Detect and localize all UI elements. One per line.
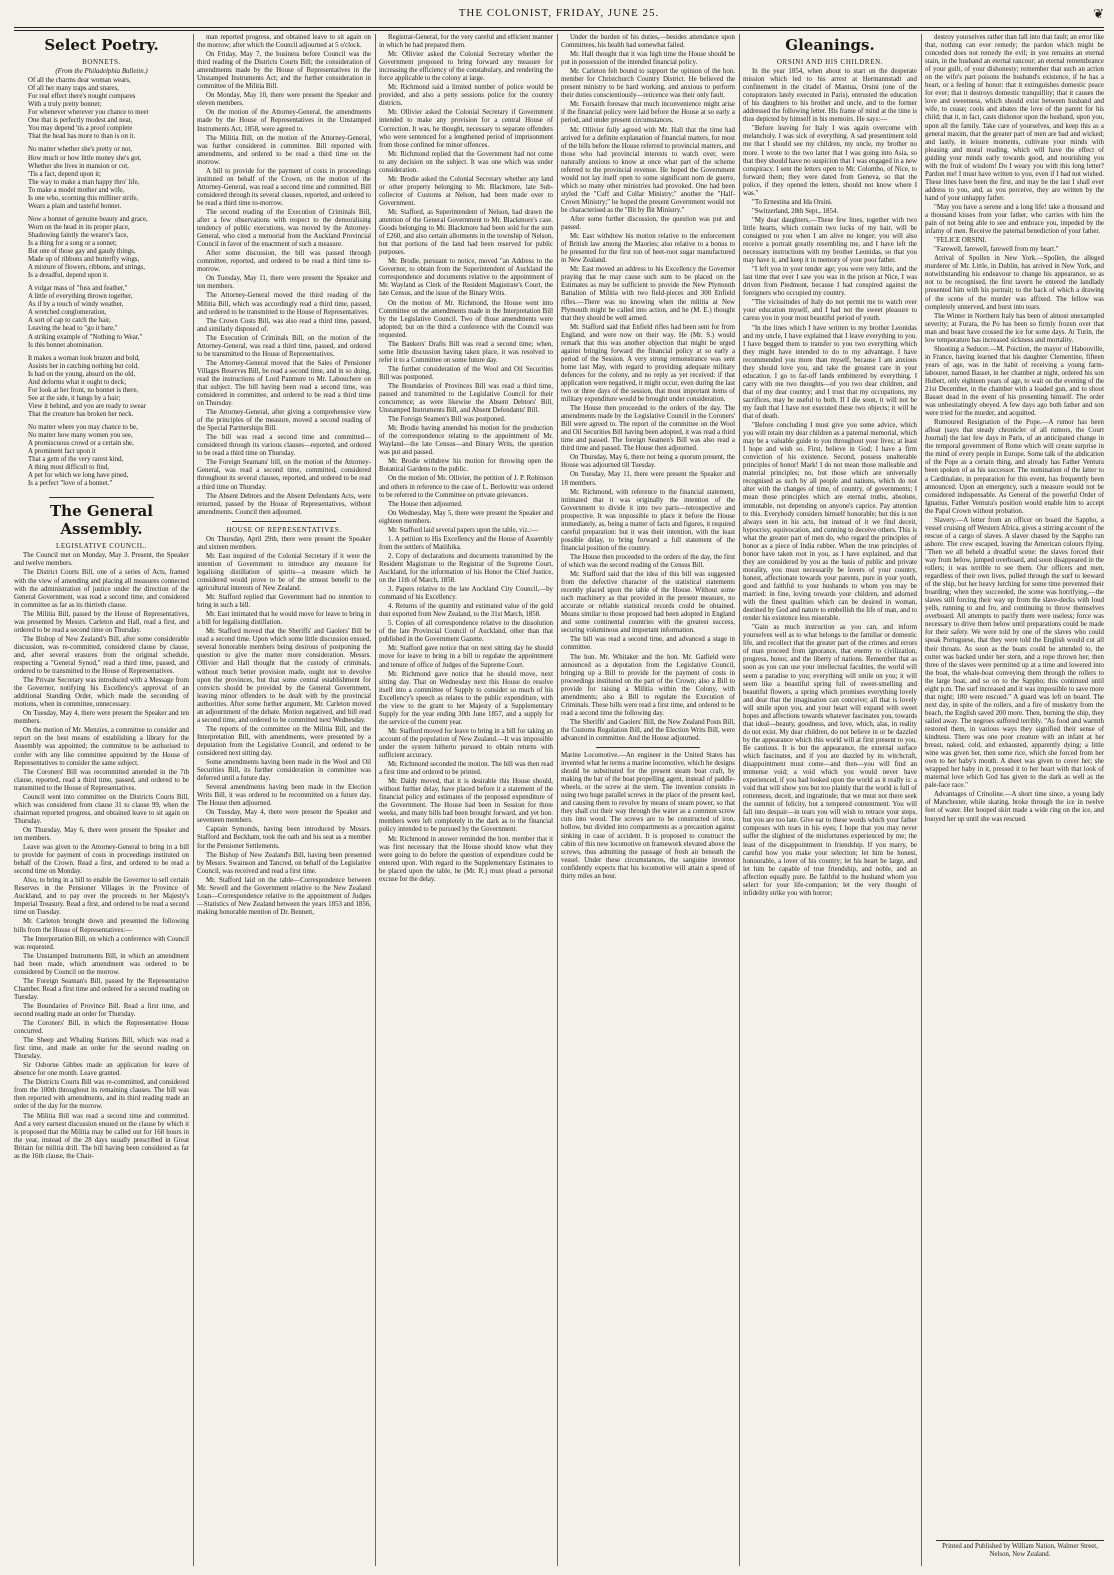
article-paragraph: The House then proceeded to the orders of the day, the first of which was the second reading of the Census Bill. (561, 553, 735, 569)
poem-line: It makes a woman look brazen and bold, (28, 354, 140, 362)
article-paragraph: The further consideration of the Wool and Oil Securities Bill was postponed. (379, 365, 553, 381)
article-paragraph: "To Ernestina and Ida Orsini. (752, 198, 833, 206)
poem-line: A thing most difficult to find, (28, 464, 110, 472)
masthead-ornament-icon: ❦ (1093, 6, 1104, 21)
article-paragraph: Mr. Stafford replied that Government had no intention to bring in such a bill. (197, 594, 371, 610)
article-paragraph: Rumoured Resignation of the Pope.—A rumor has been afloat (says that steady chronicler of all rumors, the Court Journal) the last few days in Paris, of an anticipated change in the temporal government of Rome which will create surprise in the mind of every people in Europe. Some talk of the abdication of the Pope as a certain thing, and already has Father Ventura been spoken of as his successor. The nomination of the latter to a Cardinalate, in preparation for this event, has frequently been announced. Upon an emergency, such a measure would not be considered indispensable. As General of the powerful Order of Ignatius, Father Ventura's position would enable him to accept the Papal Crown without probation. (925, 419, 1104, 515)
article-paragraph: After some further discussion, the question was put and passed. (561, 216, 735, 232)
article-paragraph: On Tuesday, May 4, there were present the Speaker and seventeen members. (197, 809, 371, 825)
poem-line: And deforms what it ought to deck; (28, 378, 126, 386)
article-paragraph: Mr. Stafford moved that the Sheriffs' and Gaolers' Bill be read a second time. Upon which some little discussion ensued, several honorable members being desirous of postponing the question to give the matter more consideration. Messrs. Ollivier and Hall thought that the custody of criminals, without much better provision made, ought not to devolve upon the provinces, but that some central establishment for convicts should be provided by the General Government, leaving minor offenders to be dealt with by the provincial authorities. After some further argument, Mr. Carleton moved an adjournment of the debate. Motion negatived, and bill read a second time, and ordered to be committed next Wednesday. (197, 628, 371, 724)
article-paragraph: Mr. Carleton brought down and presented the following bills from the House of Representatives:— (14, 918, 189, 934)
article-paragraph: The bill was read a second time, and advanced a stage in committee. (561, 636, 735, 652)
masthead-rule-top (14, 27, 1104, 28)
poem-line: View it behind, and you are ready to swear (28, 402, 147, 410)
article-paragraph: Mr. East moved an address to his Excellency the Governor praying that he may cause such sum to be placed on the Estimates as may be sufficient to provide the New Plymouth Battalion of Militia with two field-pieces and 300 Enfield rifles.—There was no knowing when the militia at New Plymouth might be called into action, and he (M. E.) thought that they should be well armed. (561, 266, 735, 322)
article-paragraph: The Attorney-General, after giving a comprehensive view of the principles of the measure, moved a second reading of the Special Partnerships Bill. (197, 409, 371, 433)
poem-line: To make a model mother and wife, (28, 186, 125, 194)
article-paragraph: On Friday, May 7, the business before Council was the third reading of the Districts Courts Bill; the consideration of amendments made by the House of Representatives in the Unstamped Instruments Act; and the further consideration in committee of the Militia Bill. (197, 51, 371, 91)
poem-line: That a gem of the very rarest kind, (28, 456, 124, 464)
article-paragraph: The reports of the committee on the Militia Bill, and the Interpretation Bill, with amendments, were presented by a deputation from the Legislative Council, and ordered to be considered next sitting day. (197, 725, 371, 757)
article-paragraph: "The vicissitudes of Italy do not permit me to watch over your education myself, and I had not the sweet pleasure to caress you in your most beautiful period of youth. (743, 299, 917, 323)
article-paragraph: The Boundaries of Province Bill. Read a first time, and second reading made an order for Thursday. (14, 1002, 189, 1018)
poem-line: A little of everything thrown together, (28, 293, 133, 301)
article-paragraph: The Attorney-General moved that the Sales of Pensioner Villages Reserves Bill, be read a second time, and in so doing, read the instructions of Lord Panmure to Mr. Labouchere on that subject. The bill having been read a second time, was considered in committee, and ordered to be read a third time on Thursday. (197, 359, 371, 408)
article-paragraph: A bill to provide for the payment of costs in proceedings instituted on behalf of the Crown, on the motion of the Attorney-General, was read a second time and committed. Bill considered through its several clauses, reported, and ordered to be read a third time to-morrow. (197, 167, 371, 207)
column-2 (197, 34, 371, 1566)
section-divider (49, 497, 154, 498)
poem-line: Is a thing for a song or a sonnet; (28, 239, 117, 247)
poem-line: Made up of ribbons and butterfly wings, (28, 256, 140, 264)
section-heading-general-assembly: The General Assembly. (50, 502, 153, 539)
article-paragraph: Mr. Richmond gave notice that he should move, next sitting day. That on Wednesday next this House do resolve itself into a committee of Supply to consider so much of his Excellency's speech as relates to the public expenditure, with the view to the grant to her Majesty of a Supplementary Supply for the year ending 30th June 1857, and a supply for the service of the current year. (379, 670, 553, 726)
article-paragraph: Mr. Stafford said that Enfield rifles had been sent for from England, and were now on their way. He (Mr. S.) would remark that this was another objection that might be urged against bringing forward the financial policy at so early a period of the Session. A very strong remonstrance was sent home last May, with regard to providing adequate military defences for the colony, and no reply as yet received: if that application were negatived, it might occur, even during the last two or three days of the session, that most important items of military expenditure would be brought under consideration. (561, 323, 735, 404)
section-divider (596, 747, 700, 748)
article-paragraph: "Switzerland, 28th Sept., 1854. (752, 207, 839, 215)
article-paragraph: The Militia Bill, on the motion of the Attorney-General, was further considered in committee. Bill reported with amendments, and ordered to be read a third time on the morrow. (197, 134, 371, 166)
article-paragraph: man reported progress, and obtained leave to sit again on the morrow; after which the Council adjourned at 5 o'clock. (197, 34, 371, 50)
poem-line: No matter how many women you see, (28, 432, 133, 440)
poem-line: 'Tis a fact, depend upon it; (28, 170, 101, 178)
article-paragraph: The Coroners' Bill, in which the Representative House concurred. (14, 1020, 189, 1036)
article-paragraph: On Monday, May 10, there were present the Speaker and eleven members. (197, 92, 371, 108)
poem-line: With a truly pretty bonnet; (28, 101, 102, 109)
column-divider (557, 34, 558, 1566)
article-paragraph: Mr. East intimated that he would move for leave to bring in a bill for legalising distillation. (197, 611, 371, 627)
article-paragraph: The bill was read a second time and committed—considered through its various clauses—reported, and ordered to be read a third time on Thursday. (197, 434, 371, 458)
article-paragraph: Mr. Ollivier fully agreed with Mr. Hall that the time had arrived for a definite explanation of financial matters, for most of the bills before the House referred to provincial matters, and those who had provincial interests to watch over, were naturally anxious to know at once what part of the scheme referred to the provincial revenue. He hoped the Government would not lay itself open to some significant nom de guerre, which so many other ministries had provoked. One had been styled the "Cuff and Collar Ministry;" another the "Half-Crown Ministry;" he hoped the present Government would not be characterised as the "Bit by Bit Ministry." (561, 126, 735, 214)
article-paragraph: "FELICE ORSINI. (934, 237, 987, 245)
article-paragraph: On the motion of the Attorney-General, the amendments made by the House of Representatives in the Unstamped Instruments Act, 1858, were agreed to. (197, 109, 371, 133)
poem-line: Wears a plain and tasteful bonnet. (28, 202, 122, 210)
article-paragraph: On the motion of Mr. Ollivier, the petition of J. P. Robinson and others in reference to the case of L. Berlowitz was ordered to be referred to the Committee on private grievances. (379, 475, 553, 499)
article-paragraph: 3. Papers relative to the late Auckland City Council,—by command of his Excellency. (379, 586, 553, 602)
poem-line: As if by a touch of windy weather, (28, 301, 124, 309)
poem-line: One that is perfectly modest and neat, (28, 117, 133, 125)
article-paragraph: The House then adjourned. (388, 500, 463, 508)
poem-line: For look at her front, no bonnet is there, (28, 386, 139, 394)
article-paragraph: Captain Symonds, having been introduced by Messrs. Stafford and Beckham, took the oath and his seat as a member for the Pensioner Settlements. (197, 826, 371, 850)
article-paragraph: On the motion of Mr. Menzies, a committee to consider and report on the best means of establishing a library for the Assembly was appointed; the committee to be authorised to confer with any like committee appointed by the House of Representatives to consider the same subject. (14, 727, 189, 767)
article-paragraph: The Unstamped Instruments Bill, in which an amendment had been made, which amendment was ordered to be considered by Council on the morrow. (14, 952, 189, 976)
article-paragraph: Mr. Richmond seconded the motion. The bill was then read a first time and ordered to be printed. (379, 761, 553, 777)
article-paragraph: Mr. Stafford laid on the table—Correspondence between Mr. Sewell and the Government relative to the New Zealand Loan—Correspondence relative to the appointment of Judges—Statistics of New Zealand between the years 1853 and 1856, making honorable mention of Dr. Bennett, (197, 876, 371, 916)
article-paragraph: On Thursday, May 6, there not being a quorum present, the House was adjourned till Tuesday. (561, 454, 735, 470)
article-paragraph: The second reading of the Execution of Criminals Bill, after a few observations with respect to the demoralising tendency of public executions, was moved by the Attorney-General, who cited a memorial from the Auckland Provincial Council in favor of the enactment of such a measure. (197, 208, 371, 249)
article-paragraph: The Bankers' Drafts Bill was read a second time; when, some little discussion having taken place, it was resolved to refer it to a Committee on some future day. (379, 340, 553, 364)
article-paragraph: The Private Secretary was introduced with a Message from the Governor, notifying his Excellency's approval of an additional Standing Order, which made the seconding of motions, when in committee, unnecessary. (14, 677, 189, 709)
article-paragraph: Mr. Stafford said that the idea of this bill was suggested from the defective character of the statistical statements recently placed upon the table of the House. Without some such machinery as that provided in the present measure, no accurate or reliable statistical records could be obtained. Means similar to those proposed had been adopted in England and some continental countries with the greatest success, securing voluminous and important information. (561, 571, 735, 635)
article-paragraph: Mr. Brodie, pursuant to notice, moved "an Address to the Governor, to obtain from the Superintendent of Auckland the correspondence and documents relative to the appointment of Mr. Wayland as Clerk of the Resident Magistrate's Court, the late Census, and the issue of the Binary Writs. (379, 258, 553, 298)
article-paragraph: On Thursday, April 29th, there were present the Speaker and sixteen members. (197, 535, 371, 551)
council-title: LEGISLATIVE COUNCIL. (56, 542, 147, 551)
poem-line: A striking example of "Nothing to Wear," (28, 333, 143, 341)
article-paragraph: On Thursday, May 6, there were present the Speaker and ten members. (14, 826, 189, 842)
column-4 (561, 34, 735, 1566)
article-paragraph: Mr. Forsaith foresaw that much inconvenience might arise if the financial policy were laid before the House at so early a period, and under present circumstances. (561, 101, 735, 125)
article-paragraph: On Tuesday, May 4, there were present the Speaker and ten members. (14, 710, 189, 726)
poem-line: For whenever wherever you chance to meet (28, 109, 149, 117)
column-1 (14, 34, 189, 1566)
poem-line: A sort of cap to catch the hair, (28, 317, 111, 325)
poem-line: No matter where you may chance to be, (28, 423, 138, 431)
poem-line: Is bad on the young, absurd on the old, (28, 370, 136, 378)
article-paragraph: On Tuesday, May 11, there were present the Speaker and ten members. (197, 275, 371, 291)
article-paragraph: 2. Copy of declarations and documents transmitted by the Resident Magistrate to the Registrar of the Supreme Court, Auckland, for the information of his Honor the Chief Justice, on the 11th of March, 1858. (379, 552, 553, 585)
poem-line: But one of those gay and gaudy things, (28, 248, 136, 256)
section-heading-gleanings: Gleanings. (785, 36, 875, 54)
poem-line: You may depend 'tis a proof complete (28, 125, 133, 133)
article-paragraph: The Execution of Criminals Bill, on the motion of the Attorney-General, was read a third time, passed, and ordered to be transmitted to the House of Representatives. (197, 334, 371, 358)
masthead-title: THE COLONIST, FRIDAY, JUNE 25. (458, 7, 660, 19)
article-paragraph: 4. Returns of the quantity and estimated value of the gold dust exported from New Zealand, to the 31st March, 1858. (379, 603, 553, 619)
article-paragraph: The Districts Courts Bill was re-committed, and considered from the 100th throughout its remaining clauses. The bill was then reported with amendments, and its third reading made an order of the day for the morrow. (14, 1079, 189, 1111)
article-paragraph: The Coroners' Bill was recommitted amended in the 7th clause, reported, read a third time, passed, and ordered to be transmitted to the House of Representatives. (14, 768, 189, 792)
article-paragraph: Leave was given to the Attorney-General to bring in a bill to provide for payment of costs in proceedings instituted on behalf of the Crown. Read a first, and ordered to be read a second time on Monday. (14, 844, 189, 876)
masthead (14, 4, 1104, 26)
poem-line: Is this bonnet abomination. (28, 341, 104, 349)
article-paragraph: Mr. East withdrew his motion relative to the enforcement of British law among the Maories; also relative to a bonus to be presented for the first ton of beet-root sugar manufactured in New Zealand. (561, 233, 735, 265)
poem-line: How much or how little money she's got, (28, 154, 142, 162)
article-paragraph: "Before leaving for Italy I was again overcome with melancholy. I was sick of everything. A sad presentiment told me that I should see my children, my uncle, my brother no more. I wrote to the two latter that I was going into Asia, so that they should have no suspicion that I was engaged in a new conspiracy. I sent the letters open to Mr. Colombo, of Nice, to forward them; they were dated from Geneva, so that the police, if they opened the letters, should not know where I was." (743, 125, 917, 197)
article-paragraph: The hon. Mr. Whitaker and the hon. Mr. Gatfield were announced as a deputation from the Legislative Council, bringing up a Bill to provide for the payment of costs in proceedings instituted on the part of the Crown; also a Bill to provide for raising a Militia within the Colony, with amendments; also a Bill to regulate the Execution of Criminals. These bills were read a first time, and ordered to be read a second time the following day. (561, 653, 735, 717)
article-paragraph: Also, to bring in a bill to enable the Governor to sell certain Reserves in the Pensioner Villages in the Province of Auckland, and to pay over the proceeds to her Majesty's Imperial Treasury. Read a first, and ordered to be read a second time on Tuesday. (14, 877, 189, 917)
column-6 (925, 34, 1104, 1534)
article-paragraph: On Tuesday, May 11, there were present the Speaker and 18 members. (561, 471, 735, 487)
article-paragraph: destroy yourselves rather than fall into that fault; an error like that, nothing can ever remedy; the pardon which might be conceded does not remedy the evil; in you remains an eternal stain, in the husband an eternal rancour; an eternal remembrance of your guilt, of your dishonesty; remember that such an action on the wife's part poisons the husband's existence, if he has a heart, or a feeling of honor: that it extinguishes domestic peace for ever; that it destroys domestic tranquillity; that it causes the love and sweetness, which should exist between husband and wife, to cease; cools and abates the love of the parent for his child; that it, in fact, casts dishonor upon the husband, upon you, upon all the family. Take care of yourselves, and keep this as a general maxim, that the greater part of men are bad and wicked; and lastly, in leisure moments, cultivate your minds with pleasing and moral reading, which will have the effect of guiding your minds early towards good, and nourishing you with the fruit of wisdom! Do I weary you with this long letter? Pardon me! I must have written to you, even if I had not wished. These lines have been the first, and may be the last I shall ever address to you, and, as you perceive, they are written by the hand of your unhappy father. (925, 34, 1104, 202)
poem-line: Is a perfect "love of a bonnet." (28, 480, 113, 488)
article-paragraph: Mr. Daldy moved, that it is desirable this House should, without further delay, have placed before it a statement of the financial policy and estimates of the proposed expenditure of the Government. The House had been in Session for three weeks, and many bills had been brought forward, and yet hon. members were left completely in the dark as to the financial policy intended to be pursued by the Government. (379, 778, 553, 834)
article-paragraph: "Before concluding I must give you some advice, which you will retain my dear children as a paternal memorial, which may be a valuable guide to you throughout your lives; at least I hope and wish so. First, believe in God; I have a firm conviction of his existence. Second, possess unalterable principles of honor! Mark! I do not mean those malleable and material principles; no, but those which are universally recognised as such by all people and nations, which do not alter with the changes of time, of country, of governments; I mean those principles which are eternal truths, absolute, immutable, not depending on anyone's caprice. Pay attention to this. Everybody considers himself honorable; but this is not always seen in his acts, but instead of it we find deceit, hypocrisy, equivocation, and cunning to deceive others. This is what the greater part of men do, who regard the principles of honor as a piece of India rubber. When the true principles of honor have taken root in you, as I have explained, and that they are considered by you as the basis of public and private morality, you must necessarily be lovers of your country, honest, affectionate towards your parents, pure in your youth, good and faithful to your husbands to whom you may be married: in fine, loving towards your children, and adorned with the finest qualities which can be desired in woman, destined by God and nature to embellish the life of man, and to render his existence less miserable. (743, 422, 917, 623)
article-paragraph: Mr. Brodie withdrew his motion for throwing open the Botanical Gardens to the public. (379, 458, 553, 474)
orsini-title: ORSINI AND HIS CHILDREN. (776, 58, 884, 66)
poem-line: For real effect there's nought compares (28, 93, 136, 101)
section-heading-select-poetry: Select Poetry. (44, 36, 159, 54)
poem-body (14, 77, 189, 493)
poem-line: A prominent fact upon it (28, 448, 96, 456)
poem-line: The way to make a man happy thro' life, (28, 178, 140, 186)
article-paragraph: Sir Osborne Gibbes made an application for leave of absence for one month. Leave granted. (14, 1062, 189, 1078)
article-paragraph: After some discussion, the bill was passed through committee, reported, and ordered to be read a third time to-morrow. (197, 250, 371, 274)
article-paragraph: Mr. Carleton felt bound to support the opinion of the hon. member for Christchurch Country District. He believed the present ministry to be hard working, and anxious to perform their duties conscientiously—reticence was their only fault. (561, 68, 735, 100)
article-paragraph: The Interpretation Bill, on which a conference with Council was requested. (14, 935, 189, 951)
article-paragraph: "I left you in your tender age; you were very little, and the last time that ever I saw you was in the prison at Nice, I was driven from Piedmont, because I had conspired against the foreigners who occupied my country. (743, 266, 917, 298)
poem-line: A vulgar mass of "fuss and feather," (28, 285, 128, 293)
article-paragraph: The Winter in Northern Italy has been of almost unexampled severity; at Furara, the Po has been so firmly frozen over that man and beast have crossed the ice for some days. At Turin, the low temperature has increased sickness and mortality. (925, 312, 1104, 344)
article-paragraph: Mr. Ollivier asked the Colonial Secretary whether the Government proposed to bring forward any measure for increasing the efficiency of the constabulary, and rendering the force applicable to the colony at large. (379, 51, 553, 83)
article-paragraph: Mr. Stafford gave notice that on next sitting day he should move for leave to bring in a bill to regulate the appointment and tenure of office of Judges of the Supreme Court. (379, 645, 553, 669)
article-paragraph: "May you have a serene and a long life! take a thousand and a thousand kisses from your father, who carries with him the pain of not being able to see and embrace you, impeded by the infamy of men. Receive the paternal benediction of your father. (925, 203, 1104, 236)
article-paragraph: The Militia Bill was read a second time and committed. And a very earnest discussion ensued on the clause by which it is proposed that the Militia may be called out for 168 hours in the year, instead of the 28 days usually prescribed in Great Britain for militia drill. The bill having been considered as far as the 16th clause, the Chair- (14, 1112, 189, 1160)
marine-locomotive-article: Marine Locomotive.—An engineer in the United States has invented what he terms a marine locomotive, which he designs should be substituted for the present steam boat craft, by making the bar of the boat propelling agent, instead of paddle-wheels, or the screw at the stern. The invention consists in using two huge parallel screws in the place of the present keel, and causing them to revolve by means of steam power, so that they shall cut their way through the water as a common screw cuts into wood. The screws are to be constructed of iron, hollow, but divided into compartments as a precaution against sinking in case of accident. It is proposed to construct the cabin of this new locomotive on framework elevated above the screws, thus admitting the passage of fresh air beneath the vessel. Under these circumstances, the sanguine inventor confidently expects that his locomotive will attain a speed of thirty miles an hour. (561, 752, 735, 880)
poem-line: Of all the charms dear woman wears, (28, 77, 131, 85)
article-paragraph: On Wednesday, May 5, there were present the Speaker and eighteen members. (379, 509, 553, 525)
column-2-articles (197, 34, 371, 517)
article-paragraph: Several amendments having been made in the Election Writs Bill, it was ordered to be recommitted on a future day. The House then adjourned. (197, 784, 371, 808)
column-divider (193, 34, 194, 1566)
poem-line: Shadowing faintly the wearer's face, (28, 231, 129, 239)
article-paragraph: Council went into committee on the Districts Courts Bill, which was considered from clause 31 to clause 99, when the chairman reported progress, and obtained leave to sit again on Thursday. (14, 793, 189, 825)
imprint: Printed and Published by William Nation, Walmer Street, Nelson, New Zealand. (936, 1540, 1104, 1559)
article-paragraph: The Attorney-General moved the third reading of the Militia Bill, which was accordingly read a third time, passed, and ordered to be transmitted to the House of Representatives. (197, 292, 371, 316)
poem-line: A pet for which we long have pined, (28, 472, 129, 480)
column-3-articles (379, 34, 553, 884)
column-5 (743, 34, 917, 1566)
article-paragraph: The Council met on Monday, May 3. Present, the Speaker and twelve members. (14, 552, 189, 568)
article-paragraph: Mr. East inquired of the Colonial Secretary if it were the intention of Government to introduce any measure for legalising distillation of spirits—a measure which he considered would prove to be of the utmost benefit to the agricultural interests of New Zealand. (197, 552, 371, 593)
article-paragraph: Mr. Ollivier asked the Colonial Secretary if Government intended to make any provision for a central House of Correction. It was, he thought, necessary to separate offenders who were sentenced for a lengthened period of imprisonment from those confined for minor offences. (379, 109, 553, 149)
column-2-articles-house (197, 536, 371, 917)
masthead-rule-bottom (14, 30, 1104, 31)
article-paragraph: Mr. Richmond in answer reminded the hon. member that it was first necessary that the House should know what they were going to do before the question of expenditure could be entered upon. With regard to the Supplementary Estimates to be placed upon the table, he (Mr. R.) must plead a personal excuse for the delay. (379, 835, 553, 883)
column-divider (921, 34, 922, 1566)
house-title: HOUSE OF REPRESENTATIVES. (226, 525, 342, 534)
poem-line: Assists her in catching nothing but cold, (28, 362, 139, 370)
article-paragraph: 1. A petition to His Excellency and the House of Assembly from the settlers of Matiihika. (379, 535, 553, 551)
poem-line: No matter whether she's pretty or not, (28, 146, 132, 154)
article-paragraph: Arrival of Spollen in New York.—Spollen, the alleged murderer of Mr. Little, in Dublin, has arrived in New York, and notwithstanding his endeavour to change his appearance, so as not to be recognised, the first tavern he entered the landlady presented him with his portrait; to the back of which a drawing of the scene of the murder was affixed. The fellow was completely unnerved, and burst into tears. (925, 255, 1104, 311)
article-paragraph: Mr. Richmond said a limited number of police would be provided, and also a petty sessions police for the country districts. (379, 84, 553, 108)
poem-line: Worn on the head in its proper place, (28, 223, 130, 231)
poem-line: A wretched conglomeration, (28, 309, 107, 317)
poem-title: BONNETS. (82, 58, 121, 66)
article-paragraph: The Bishop of New Zealand's Bill, having been presented by Messrs. Swainson and Tancred, on behalf of the Legislative Council, was received and read a first time. (197, 851, 371, 875)
article-paragraph: The Foreign Seamen's Bill was postponed. (388, 416, 506, 424)
article-paragraph: "Farewell, farewell, farewell from my heart." (934, 246, 1059, 254)
column-6-articles (925, 34, 1104, 824)
article-paragraph: "Gain as much instruction as you can, and inform yourselves well as to what belongs to the familiar or domestic life, and recollect that the greater part of the crimes and errors of man proceed from ignorance, that enemy to civilization, progress, honor, and the liberty of nations. Remember that as soon as you can use your intellectual faculties, the world will seem a paradise to you; everything will smile on you; it will seem like a beautiful spring full of sweet-smelling and beautiful flowers, a spring which promises everything lovely and dear that the imagination can conceive; all that is lovely will smile upon you, and your heart will expand with sweet hopes and affections towards whatever fascinates you, towards that ideal—beauty, goodness, and love, which, alas, in reality do not exist. My dear children, do not believe in or be dazzled by the appearance which this world will at first present to you. Be cautious. It is but the appearance, the external surface which fascinates, and if you are dazzled by its witchcraft, disappointment must come—and then—you will find an immense void; a void which you would never have experienced, if you had looked upon the world as it really is: a void that will show you but too plainly that the world is full of rottenness, deceit, and ingratitude; that we must not there seek the summit of felicity, but a tempered contentment. You will fall into despair—in tears you will wish to retrace your steps, but you are too late. Give ear to these words which your father composes with tears in his eyes; I hope that you may never suffer the slightest of the misfortunes experienced by me; the least of the disappointment in friendship. If you marry, be careful how you make your selection; let him be honest, honourable, a lover of his country; let his heart be large, and let him be capable of true friendship, and noble, and an affection equally pure. Be faithful to the husband whom you select for your life-companion; let the very thought of infidelity strike you with horror; (743, 624, 917, 897)
article-paragraph: Mr. Stafford laid several papers upon the table, viz.:— (388, 526, 539, 534)
article-paragraph: "My dear daughters,—These few lines, together with two little hearts, which contain two locks of my hair, will be consigned to you when I am alive no longer; you will also receive a portrait greatly resembling me, and I have left the necessary instructions with my brother Leonidas, so that you may have it, and keep it in memory of your poor father. (743, 216, 917, 265)
article-paragraph: Some amendments having been made in the Wool and Oil Securities Bill, its further consideration in committee was deferred until a future day. (197, 759, 371, 783)
article-paragraph: The Militia Bill, passed by the House of Representatives, was presented by Messrs. Carleton and Hall, read a first, and ordered to be read a second time on Thursday. (14, 610, 189, 634)
article-paragraph: The House then proceeded to the orders of the day. The amendments made by the Legislative Council in the Coroners' Bill were agreed to. The report of the committee on the Wool and Oil Securities Bill having been adopted, it was read a third time and passed. The foreign Seamen's Bill was also read a third time and passed. The House then adjourned. (561, 405, 735, 453)
article-paragraph: Advantages of Crinoline.—A short time since, a young lady of Manchester, while skating, broke through the ice in twelve feet of water. Her hooped skirt made a wide ring on the ice, and buoyed her up until she was rescued. (925, 791, 1104, 823)
poem-line: That the head has more to than is on it. (28, 133, 136, 141)
column-5-articles (743, 68, 917, 898)
poem-line: See at the side, it hangs by a hair; (28, 394, 121, 402)
article-paragraph: Mr. Richmond replied that the Government had not come to any decision on the subject. It was one which was under consideration. (379, 150, 553, 174)
article-paragraph: 5. Copies of all correspondence relative to the dissolution of the late Provincial Council of Auckland, other than that published in the Government Gazette. (379, 620, 553, 644)
article-paragraph: In the year 1854, when about to start on the desperate mission which led to his arrest at Hermannstadt and confinement in the citadel of Mantua, Orsini (one of the conspirators lately executed in Paris), entrusted the education of his daughters to his brother and uncle, and to the former addressed the following letter. His frame of mind at the time is thus depicted by himself in his memoirs. He says:— (743, 68, 917, 124)
poem-line: Is a dreadful, depend upon it. (28, 272, 109, 280)
article-paragraph: Mr. Stafford, as Superintendent of Nelson, had drawn the attention of the General Government to Mr. Blackmore's case. Goods belonging to Mr. Blackmore had been sold for the sum of £260, and also certain allotments in the township of Nelson, but that portions of the land had been reserved for public purposes. (379, 208, 553, 257)
article-paragraph: "In the lines which I have written to my brother Leonidas and my uncle, I have explained that I leave everything to you. I have begged them to transfer to you two everything which they might have intended to do to my advantage. I have recommended you more than myself, because I am anxious they should love you, and take the greatest care in your education. I go to far-off lands embittered by everything. I carry with me two thoughts—of you two dear children, and that of my dear country; and I trust that my occupations, my sacrifices, may be useful to both. If I die soon, it will not be my fault that I have not executed these two objects; it will be that of death. (743, 324, 917, 421)
column-divider (375, 34, 376, 1566)
article-paragraph: The Crown Costs Bill, was also read a third time, passed, and similarly disposed of. (197, 317, 371, 333)
poem-line: Whether she lives in mansion or cot, (28, 162, 129, 170)
poem-line: A mixture of flowers, ribbons, and strings, (28, 264, 145, 272)
article-paragraph: The Foreign Seamans' bill, on the motion of the Attorney-General, was read a second time, committed, considered throughout its several clauses, reported, and ordered to be read a third time on Thursday. (197, 459, 371, 491)
article-paragraph: Shooting a Seducer.—M. Poiction, the mayor of Habouville, in France, having learned that his daughter Clementine, fifteen years of age, was in the habit of receiving a young farm-labourer, named Basset, in her chamber at night, ordered his son Hubert, only eighteen years of age, to wait on the evening of the 21st December, in the chamber with a loaded gun, and to shoot Basset dead in the event of his presenting himself. The order was unhesitatingly obeyed. A few days ago both father and son were tried for the murder, and acquitted. (925, 345, 1104, 418)
poem-line: Leaving the head to "go it bare," (28, 325, 118, 333)
article-paragraph: Mr. Stafford moved for leave to bring in a bill for taking an account of the population of New Zealand.—It was impossible under the system hitherto pursued to obtain returns with sufficient accuracy. (379, 727, 553, 760)
article-paragraph: Under the burden of his duties,—besides attendance upon Committees, his health had somewhat failed. (561, 34, 735, 50)
article-paragraph: The Bishop of New Zealand's Bill, after some considerable discussion, was re-committed, considered clause by clause, and, after several erasures from the original schedule, respecting a "General Synod," read a third time, passed, and ordered to be transmitted to the House of Representatives. (14, 635, 189, 676)
column-divider (739, 34, 740, 1566)
article-paragraph: Mr. Hall thought that it was high time the House should be put in possession of the intended financial policy. (561, 51, 735, 67)
poem-source: (From the Philadelphia Bulletin.) (55, 68, 148, 76)
article-paragraph: On the motion of Mr. Richmond, the House went into Committee on the amendments made in the Interpretation Bill by the Legislative Council. Two of those amendments were adopted; but on the third a conference with the Council was requested. (379, 299, 553, 339)
poem-line: A promiscuous crowd or a certain she, (28, 440, 134, 448)
stanza-gap (14, 488, 189, 493)
column-4-articles (561, 34, 735, 743)
poem-line: That the creature has broken her neck. (28, 410, 134, 418)
article-paragraph: The Sheep and Whaling Stations Bill, which was read a first time, and made an order for the second reading on Thursday. (14, 1037, 189, 1061)
section-divider (232, 521, 336, 522)
article-paragraph: Mr. Brodie asked the Colonial Secretary whether any land or other property belonging to Mr. Blackmore, late Sub-collector of Customs at Nelson, had been made over to Government. (379, 175, 553, 207)
article-paragraph: Registrar-General, for the very careful and efficient manner in which he had prepared them. (379, 34, 553, 50)
poem-line: Of all her many traps and snares, (28, 85, 119, 93)
poem-line: Now a bonnet of genuine beauty and grace, (28, 215, 148, 223)
article-paragraph: The District Courts Bill, one of a series of Acts, framed with the view of amending and placing all measures connected with the administration of justice under the direction of the General Government, was read a second time, and considered in committee as far as its thirtieth clause. (14, 569, 189, 609)
article-paragraph: Mr. Richmond, with reference to the financial statement, intimated that it was originally the intention of the Government to divide it into two parts—retrospective and prospective. It was impossible to place it before the House immediately, as, being a matter of facts and figures, it required careful preparation: but it was their intention, with the least possible delay, to bring forward a full statement of the financial position of the country. (561, 488, 735, 552)
article-paragraph: The Boundaries of Provinces Bill was read a third time, passed and transmitted to the Legislative Council for their concurrence; as were likewise the Absent Debtors' Bill, Unstamped Instruments Bill, and Absent Defendants' Bill. (379, 382, 553, 415)
article-paragraph: The Absent Debtors and the Absent Defendants Acts, were returned, passed by the House of Representatives, without amendments. Council then adjourned. (197, 492, 371, 516)
column-3 (379, 34, 553, 1566)
article-paragraph: The Foreign Seaman's Bill, passed by the Representative Chamber. Read a first time and ordered for a second reading on Tuesday. (14, 977, 189, 1001)
article-paragraph: Mr. Brodie having amended his motion for the production of the correspondence relating to the appointment of Mr. Wayland—the late Census—and Binary Writs, the question was put and passed. (379, 425, 553, 457)
column-1-articles (14, 552, 189, 1160)
poem-line: Is one who, scorning this milliner strife, (28, 194, 139, 202)
article-paragraph: The Sheriffs' and Gaolers' Bill, the New Zealand Posts Bill, the Customs Regulation Bill, and the Election Writs Bill, were advanced in committee. And the House adjourned. (561, 718, 735, 742)
article-paragraph: Slavery.—A letter from an officer on board the Sappho, a vessel cruising off Western Africa, gives a stirring account of the rescue of a cargo of slaves. A slaver chased by the Sappho ran ashore. The crew escaped, leaving the American colours flying. "Then we all beheld a dreadful scene: the slaves forced their way from below, jumped overboard, and soon disappeared in the rollers; it was terrible to see them. Our officers and men, regardless of their own lives, pulled through the surf to leeward of the ship, but her heavy lurching for some time prevented their boarding; when they succeeded, the scene was horrifying,—the slaves still forcing their way up from the slave-decks with loud yells, running to and fro, and continuing to throw themselves overboard. All attempts to pacify them were useless; force was necessary to drive them below until preparations could be made for their safety. We were told by one of the slaves who could speak Portuguese, that they were told the English would cut all their throats. As soon as the boats could be attended to, the cutter was backed under her stern, and a rope thrown her; then three of the slaves were permitted up at a time and lowered into the boat, the whale-boat conveying them through the rollers to the large boat, and so on to the Sappho; this continued until eight p.m. The surf increased and it was impossible to save more that night; 180 were rescued." A guard was left on board. The next day, in spite of the rollers, and a fire of musketry from the beach, the English saved 200 more. Then, burning the ship, they sailed away. The negroes suffered terribly. "As food and warmth restored them, in various ways they signified their sense of kindness. There was one poor creature with an infant at her breast, naked, cold, and exhausted, apparently dying; a little wine was given her, then some rice, which she forced from her own to her baby's mouth. A sheet was given to cover her; she wrapped her baby in it, pressed it to her heart with that look of maternal love which God has given to the dark as well as the pale-face race." (925, 516, 1104, 790)
